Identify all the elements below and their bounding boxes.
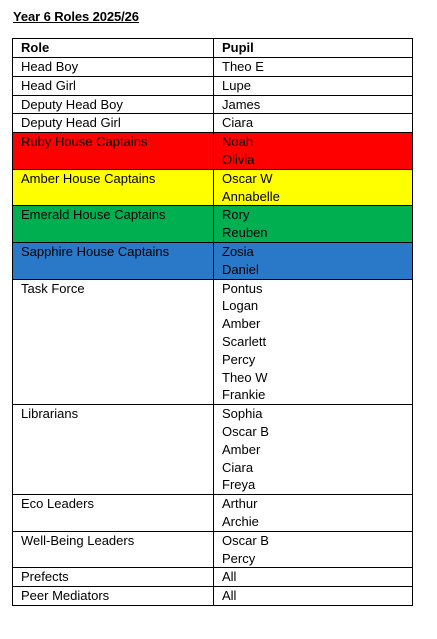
pupil-name: Amber (222, 316, 261, 332)
pupil-name: Logan (222, 298, 259, 314)
pupil-name: Oscar B (222, 423, 269, 439)
table-row (13, 133, 413, 170)
pupil-name: Scarlett (222, 333, 267, 349)
pupil-name: Noah (222, 134, 254, 150)
pupil-name: Theo E (222, 59, 264, 74)
role-cell: Prefects (13, 568, 214, 587)
pupil-cell (214, 114, 413, 133)
table-row (13, 114, 413, 133)
pupil-cell (214, 169, 413, 206)
pupil-cell (214, 531, 413, 568)
pupil-name: Percy (222, 351, 256, 367)
pupil-cell (214, 58, 413, 77)
pupil-name: Rory (222, 207, 250, 223)
table-row (13, 169, 413, 206)
pupil-name: Freya (222, 477, 256, 493)
table-header-row (13, 39, 413, 58)
pupil-name: Daniel (222, 261, 259, 277)
pupil-name: Annabelle (222, 188, 280, 204)
pupil-cell (214, 206, 413, 243)
role-cell: Sapphire House Captains (13, 242, 214, 279)
pupil-name: Olivia (222, 151, 255, 167)
pupil-name: Amber (222, 441, 261, 457)
pupil-name: Lupe (222, 77, 251, 93)
pupil-name: All (222, 588, 237, 604)
pupil-cell (214, 133, 413, 170)
pupil-name: Sophia (222, 406, 263, 422)
roles-table (12, 38, 413, 606)
pupil-name: Reuben (222, 225, 268, 241)
pupil-name: Ciara (222, 459, 254, 475)
pupil-name: James (222, 96, 261, 112)
role-cell: Head Boy (13, 58, 214, 77)
role-cell: Peer Mediators (13, 587, 214, 606)
role-cell: Deputy Head Girl (13, 114, 214, 133)
role-cell: Emerald House Captains (13, 206, 214, 243)
role-cell: Eco Leaders (13, 495, 214, 532)
table-row (13, 95, 413, 114)
role-cell: Amber House Captains (13, 169, 214, 206)
role-cell: Well-Being Leaders (13, 531, 214, 568)
role-cell: Ruby House Captains (13, 133, 214, 170)
pupil-cell (214, 76, 413, 95)
pupil-name: Oscar B (222, 532, 269, 548)
header-pupil: Pupil (214, 39, 413, 58)
pupil-cell (214, 242, 413, 279)
pupil-name: All (222, 569, 237, 585)
table-row (13, 495, 413, 532)
pupil-cell (214, 587, 413, 606)
role-cell: Deputy Head Boy (13, 95, 214, 114)
table-row (13, 279, 413, 405)
pupil-name: Zosia (222, 243, 254, 259)
role-cell: Head Girl (13, 76, 214, 95)
pupil-name: Frankie (222, 387, 266, 403)
table-row (13, 76, 413, 95)
table-row (13, 242, 413, 279)
table-row (13, 568, 413, 587)
header-role: Role (13, 39, 214, 58)
pupil-name: Oscar W (222, 170, 273, 186)
table-row (13, 405, 413, 495)
table-row (13, 58, 413, 77)
pupil-name: Pontus (222, 280, 263, 296)
pupil-cell (214, 405, 413, 495)
role-cell: Librarians (13, 405, 214, 495)
role-cell: Task Force (13, 279, 214, 405)
table-row (13, 531, 413, 568)
table-row (13, 587, 413, 606)
pupil-name: Ciara (222, 115, 254, 131)
table-row (13, 206, 413, 243)
pupil-name: Arthur (222, 496, 258, 512)
pupil-cell (214, 95, 413, 114)
pupil-name: Percy (222, 550, 256, 566)
pupil-cell (214, 568, 413, 587)
pupil-name: Archie (222, 513, 259, 529)
pupil-cell (214, 279, 413, 405)
document-title: Year 6 Roles 2025/26 (13, 9, 139, 24)
pupil-name: Theo W (222, 369, 268, 385)
pupil-cell (214, 495, 413, 532)
